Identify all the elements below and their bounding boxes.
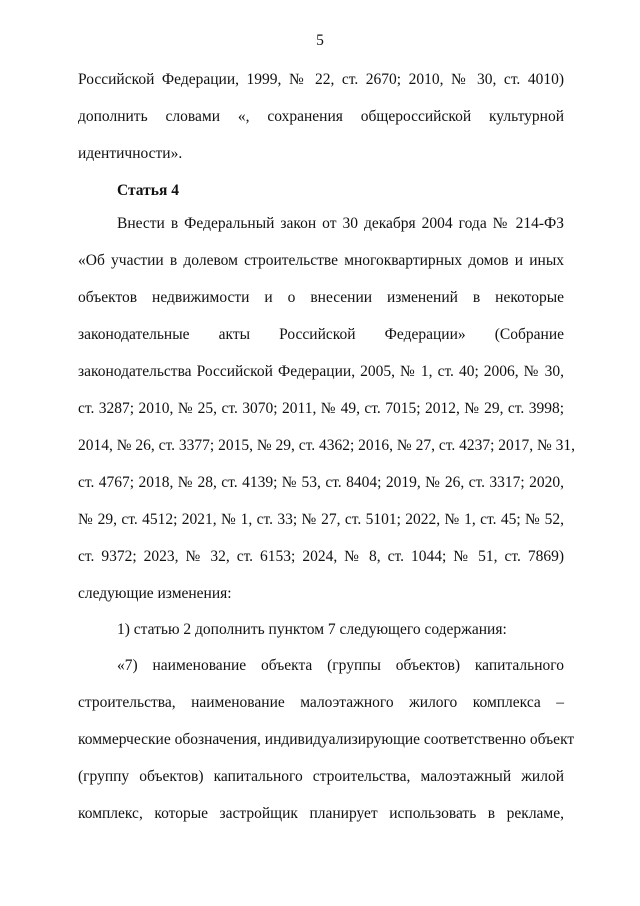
text-line: законодательные акты Российской Федерации» (Собрание	[78, 326, 564, 343]
text-line: (группу объектов) капитального строительства, малоэтажный жилой	[78, 768, 564, 785]
text-line: комплекс, которые застройщик планирует использовать в рекламе,	[78, 805, 564, 822]
text-line: законодательства Российской Федерации, 2005, № 1, ст. 40; 2006, № 30,	[78, 363, 564, 380]
text-line: объектов недвижимости и о внесении изменений в некоторые	[78, 289, 564, 306]
text-line: «7) наименование объекта (группы объектов) капитального	[117, 657, 564, 674]
text-line: следующие изменения:	[78, 585, 232, 602]
text-line: «Об участии в долевом строительстве многоквартирных домов и иных	[78, 252, 564, 269]
text-line: ст. 9372; 2023, № 32, ст. 6153; 2024, № 8, ст. 1044; № 51, ст. 7869)	[78, 548, 564, 565]
article-heading: Статья 4	[117, 182, 179, 199]
text-line: № 29, ст. 4512; 2021, № 1, ст. 33; № 27, ст. 5101; 2022, № 1, ст. 45; № 52,	[78, 511, 564, 528]
text-line: 2014, № 26, ст. 3377; 2015, № 29, ст. 4362; 2016, № 27, ст. 4237; 2017, № 31,	[78, 437, 576, 454]
text-line: идентичности».	[78, 145, 183, 162]
text-line: ст. 4767; 2018, № 28, ст. 4139; № 53, ст. 8404; 2019, № 26, ст. 3317; 2020,	[78, 474, 564, 491]
text-line: ст. 3287; 2010, № 25, ст. 3070; 2011, № 49, ст. 7015; 2012, № 29, ст. 3998;	[78, 400, 564, 417]
text-line: дополнить словами «, сохранения общероссийской культурной	[78, 108, 564, 125]
text-line: Внести в Федеральный закон от 30 декабря 2004 года № 214-ФЗ	[117, 215, 564, 232]
page-number: 5	[316, 32, 324, 49]
list-item: 1) статью 2 дополнить пунктом 7 следующего содержания:	[117, 621, 507, 638]
text-line: Российской Федерации, 1999, № 22, ст. 2670; 2010, № 30, ст. 4010)	[78, 71, 564, 88]
text-line: строительства, наименование малоэтажного жилого комплекса –	[78, 694, 564, 711]
text-line: коммерческие обозначения, индивидуализирующие соответственно объект	[78, 731, 575, 748]
